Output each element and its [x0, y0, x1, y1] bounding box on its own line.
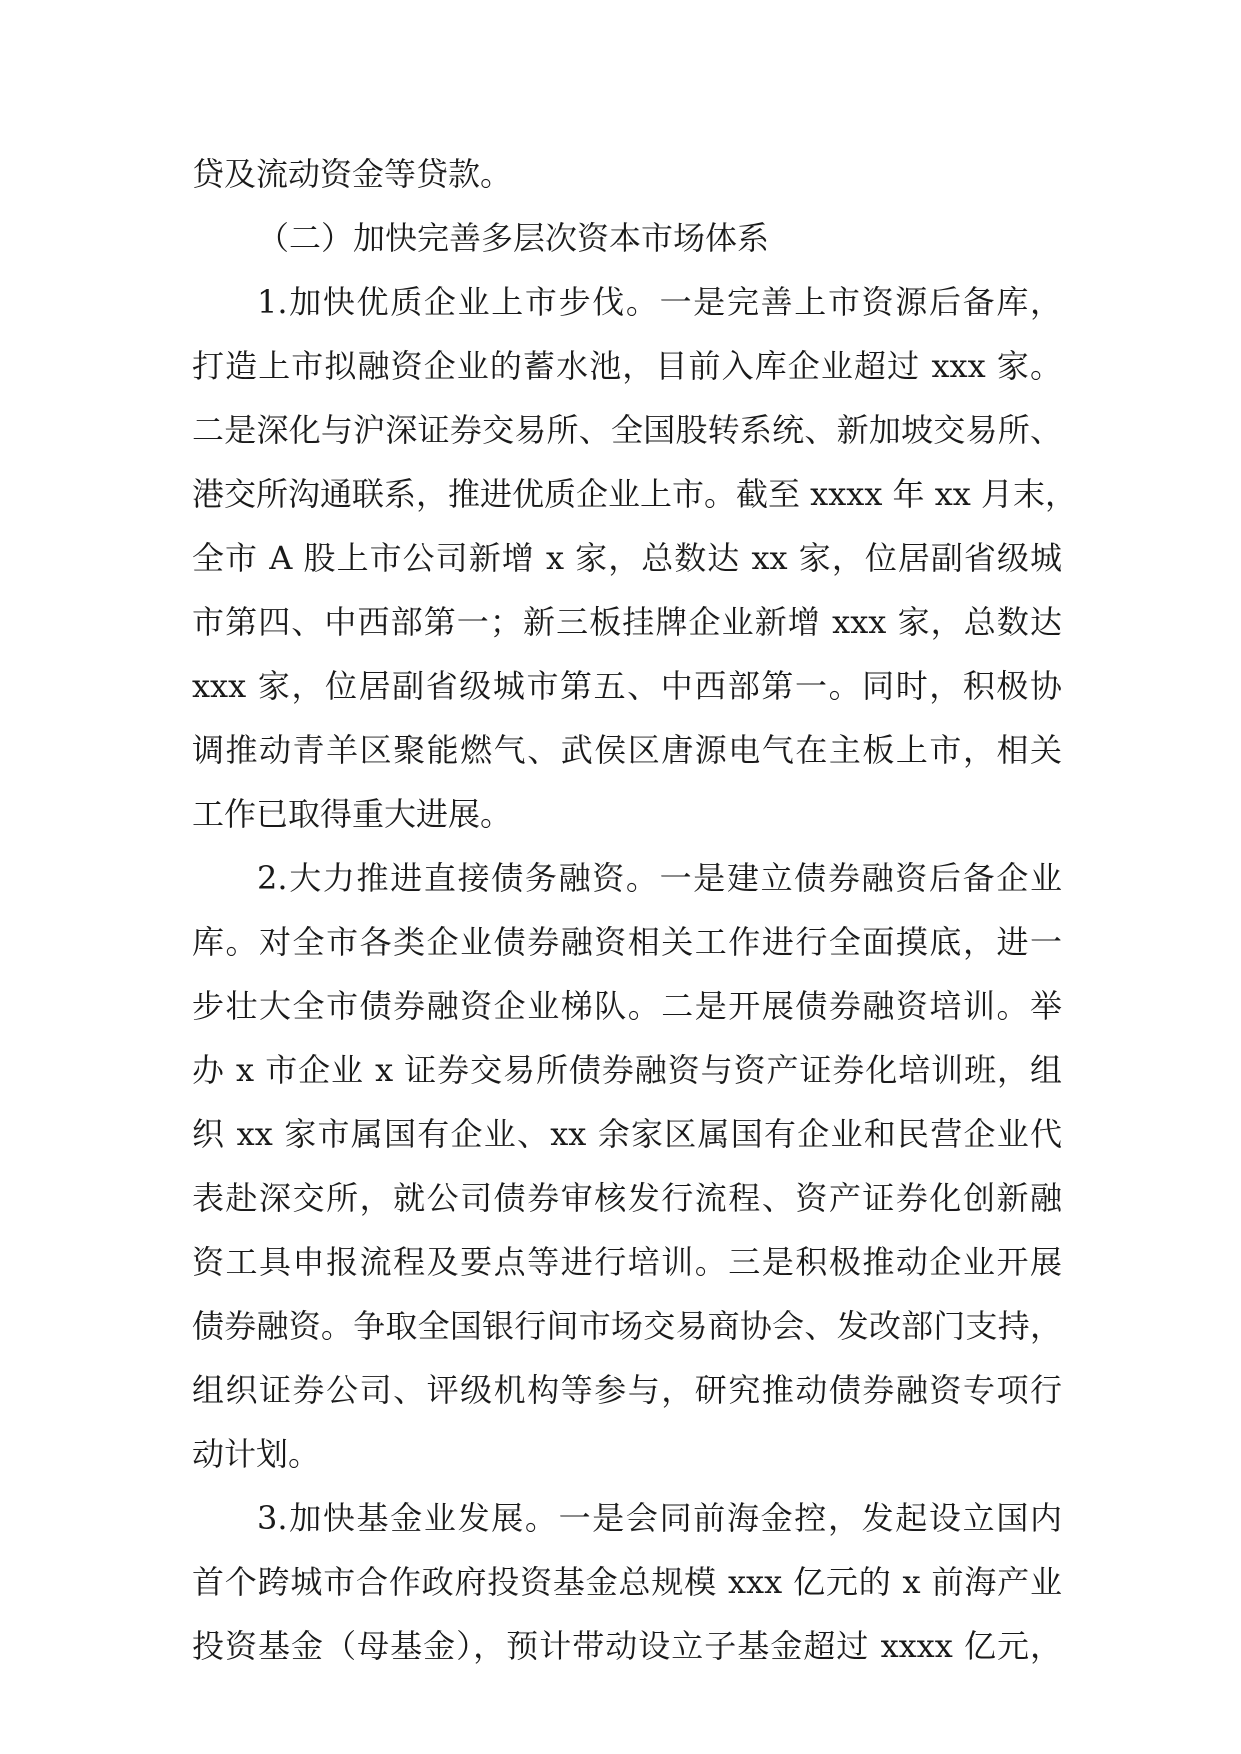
text-line: xxx 家，位居副省级城市第五、中西部第一。同时，积极协 — [192, 667, 1062, 705]
text-line: 首个跨城市合作政府投资基金总规模 xxx 亿元的 x 前海产业 — [192, 1563, 1062, 1601]
section-heading: （二）加快完善多层次资本市场体系 — [257, 219, 770, 257]
text-line: 1.加快优质企业上市步伐。一是完善上市资源后备库， — [257, 283, 1062, 321]
text-line: 工作已取得重大进展。 — [192, 795, 513, 833]
text-line: 债券融资。争取全国银行间市场交易商协会、发改部门支持， — [192, 1307, 1062, 1345]
text-line: 港交所沟通联系，推进优质企业上市。截至 xxxx 年 xx 月末， — [192, 475, 1077, 513]
text-line: 投资基金（母基金），预计带动设立子基金超过 xxxx 亿元， — [192, 1627, 1062, 1665]
text-line: 二是深化与沪深证券交易所、全国股转系统、新加坡交易所、 — [192, 411, 1062, 449]
text-line: 办 x 市企业 x 证券交易所债券融资与资产证券化培训班，组 — [192, 1051, 1062, 1089]
text-line: 库。对全市各类企业债券融资相关工作进行全面摸底，进一 — [192, 923, 1062, 961]
text-line: 贷及流动资金等贷款。 — [192, 155, 513, 193]
text-line: 调推动青羊区聚能燃气、武侯区唐源电气在主板上市，相关 — [192, 731, 1062, 769]
text-line: 组织证券公司、评级机构等参与，研究推动债券融资专项行 — [192, 1371, 1062, 1409]
text-line: 步壮大全市债券融资企业梯队。二是开展债券融资培训。举 — [192, 987, 1062, 1025]
text-line: 打造上市拟融资企业的蓄水池，目前入库企业超过 xxx 家。 — [192, 347, 1062, 385]
text-line: 市第四、中西部第一；新三板挂牌企业新增 xxx 家，总数达 — [192, 603, 1062, 641]
text-line: 全市 A 股上市公司新增 x 家，总数达 xx 家，位居副省级城 — [192, 539, 1062, 577]
text-line: 表赴深交所，就公司债券审核发行流程、资产证券化创新融 — [192, 1179, 1062, 1217]
text-line: 动计划。 — [192, 1435, 321, 1473]
text-line: 资工具申报流程及要点等进行培训。三是积极推动企业开展 — [192, 1243, 1062, 1281]
text-line: 织 xx 家市属国有企业、xx 余家区属国有企业和民营企业代 — [192, 1115, 1062, 1153]
text-line: 2.大力推进直接债务融资。一是建立债券融资后备企业 — [257, 859, 1062, 897]
text-line: 3.加快基金业发展。一是会同前海金控，发起设立国内 — [257, 1499, 1062, 1537]
